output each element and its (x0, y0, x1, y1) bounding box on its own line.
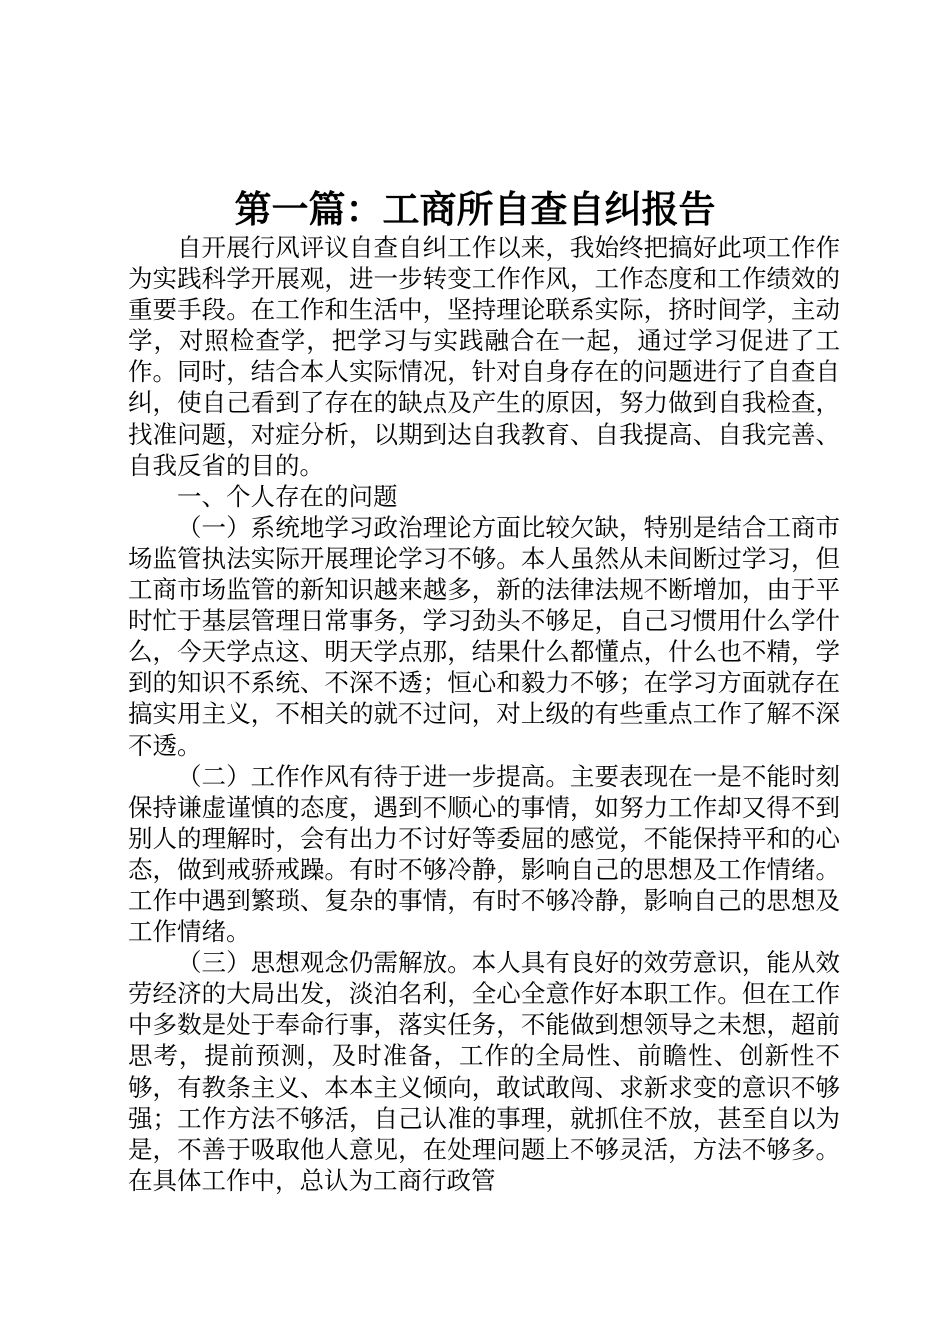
paragraph-item-1: （一）系统地学习政治理论方面比较欠缺，特别是结合工商市场监管执法实际开展理论学习不够。本人虽然从未间断过学习，但工商市场监管的新知识越来越多，新的法律法规不断增加，由于平时忙于基层管理日常事务，学习劲头不够足，自己习惯用什么学什么，今天学点这、明天学点那，结果什么都懂点，什么也不精，学到的知识不系统、不深不透；恒心和毅力不够；在学习方面就存在搞实用主义，不相关的就不过问，对上级的有些重点工作了解不深不透。 (128, 512, 840, 760)
paragraph-item-3: （三）思想观念仍需解放。本人具有良好的效劳意识，能从效劳经济的大局出发，淡泊名利，全心全意作好本职工作。但在工作中多数是处于奉命行事，落实任务，不能做到想领导之未想，超前思考，提前预测，及时准备，工作的全局性、前瞻性、创新性不够，有教条主义、本本主义倾向，敢试敢闯、求新求变的意识不够强；工作方法不够活，自己认准的事理，就抓住不放，甚至自以为是，不善于吸取他人意见，在处理问题上不够灵活，方法不够多。在具体工作中，总认为工商行政管 (128, 948, 840, 1195)
paragraph-intro: 自开展行风评议自查自纠工作以来，我始终把搞好此项工作作为实践科学开展观，进一步转变工作作风，工作态度和工作绩效的重要手段。在工作和生活中，坚持理论联系实际，挤时间学，主动学，对照检查学，把学习与实践融合在一起，通过学习促进了工作。同时，结合本人实际情况，针对自身存在的问题进行了自查自纠，使自己看到了存在的缺点及产生的原因，努力做到自我检查，找准问题，对症分析，以期到达自我教育、自我提高、自我完善、自我反省的目的。 (128, 233, 840, 480)
section-heading: 一、个人存在的问题 (177, 481, 398, 511)
document-title: 第一篇：工商所自查自纠报告 (234, 187, 716, 231)
paragraph-item-2: （二）工作作风有待于进一步提高。主要表现在一是不能时刻保持谦虚谨慎的态度，遇到不顺心的事情，如努力工作却又得不到别人的理解时，会有出力不讨好等委屈的感觉，不能保持平和的心态，做到戒骄戒躁。有时不够冷静，影响自己的思想及工作情绪。工作中遇到繁琐、复杂的事情，有时不够冷静，影响自己的思想及工作情绪。 (128, 761, 840, 947)
document-body (128, 232, 840, 1196)
